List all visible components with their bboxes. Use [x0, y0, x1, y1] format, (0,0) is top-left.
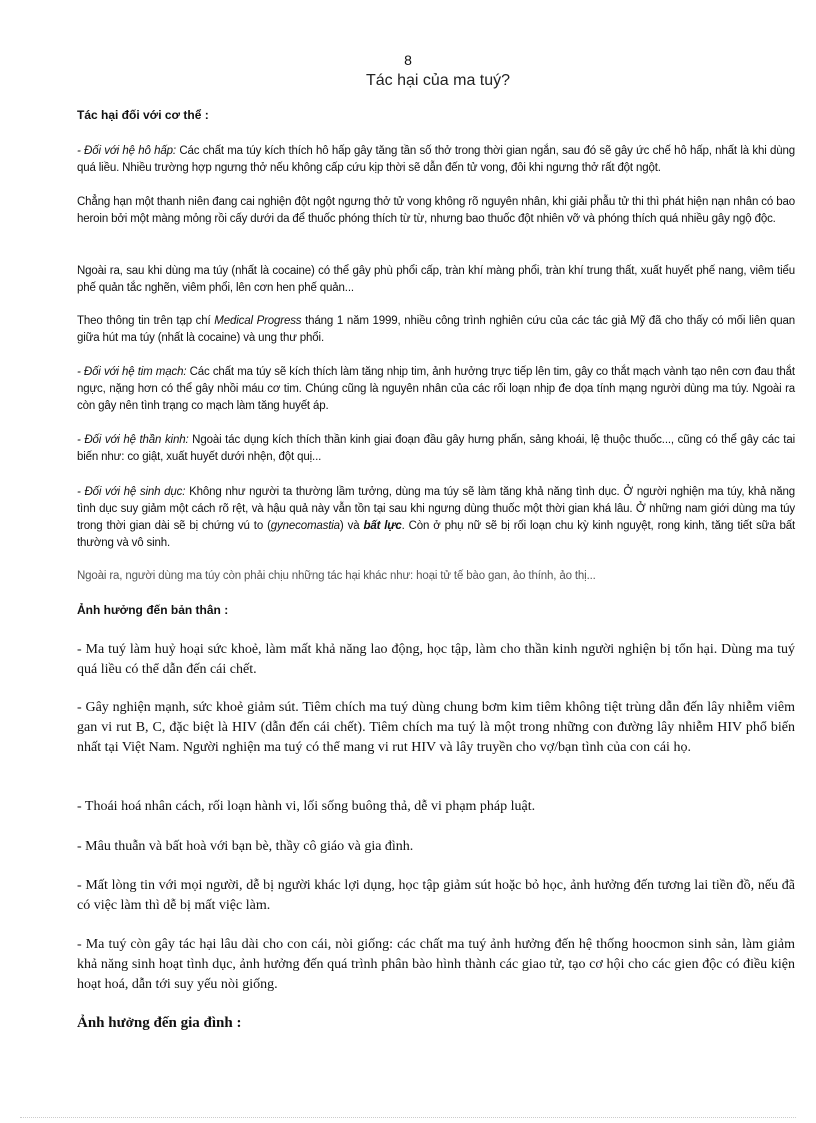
term-gynecomastia: gynecomastia — [270, 520, 340, 532]
section-heading-body-effects: Tác hại đối với cơ thể : — [77, 108, 209, 122]
list-item-self-3: - Thoái hoá nhân cách, rối loạn hành vi, lối sống buông thả, dễ vi phạm pháp luật. — [77, 799, 536, 814]
paragraph-medical-progress — [77, 313, 795, 347]
lead-reproductive: - Đối với hệ sinh dục: — [77, 486, 186, 498]
journal-name: Medical Progress — [214, 315, 302, 327]
text-mp-a: Theo thông tin trên tạp chí — [77, 315, 215, 327]
text-repro-a: Không như người ta thường lầm tưởng, dùng ma túy sẽ làm tăng khả năng tình dục. Ở người nghiện ma túy, khả năng tình dục suy giảm một cách rõ rệt, và hậu quả này vẫn tồn tại sau khi ngưng dùng thuốc một thời gian khá lâu. Ở những nam giới dùng ma túy trong thời gian dài sẽ bị chứng vú to ( — [77, 486, 795, 532]
lead-respiratory: - Đối với hệ hô hấp: — [77, 145, 176, 157]
term-impotence: bất lực — [363, 520, 402, 532]
paragraph-heroin-example: Chẳng hạn một thanh niên đang cai nghiện đột ngột ngưng thở tử vong không rõ nguyên nhân, khi giải phẫu tử thi thì phát hiện nạn nhân có bao heroin bởi một màng mỏng rồi cấy dưới da để thuốc phóng thích từ từ, nhưng bao thuốc đột nhiên vỡ và phóng thích quá nhiều gây ngộ độc. — [77, 196, 795, 225]
list-item-self-4: - Mâu thuẫn và bất hoà với bạn bè, thầy cô giáo và gia đình. — [77, 839, 414, 854]
list-item-self-1: - Ma tuý làm huỷ hoại sức khoẻ, làm mất khả năng lao động, học tập, làm cho thần kinh người nghiện bị tổn hại. Dùng ma tuý quá liều có thể dẫn đến cái chết. — [77, 642, 795, 677]
text-repro-c: . Còn ở phụ nữ sẽ bị rối loạn chu kỳ kinh nguyệt, rong kinh, tăng tiết sữa bất thường và vô sinh. — [77, 520, 795, 549]
paragraph-cocaine-lung: Ngoài ra, sau khi dùng ma túy (nhất là cocaine) có thể gây phù phổi cấp, tràn khí màng phổi, tràn khí trung thất, xuất huyết phế nang, viêm tiểu phế quản tắc nghẽn, viêm phổi, lên cơn hen phế quản... — [77, 265, 795, 294]
paragraph-reproductive — [77, 484, 795, 552]
paragraph-nervous — [77, 432, 795, 466]
paragraph-cardiovascular — [77, 364, 795, 415]
list-item-self-6: - Ma tuý còn gây tác hại lâu dài cho con cái, nòi giống: các chất ma tuý ảnh hưởng đến hệ thống hoocmon sinh sản, làm giảm khả năng sinh hoạt tình dục, ảnh hưởng đến quá trình phân bào hình thành các giao tử, tạo cơ hội cho các gien độc có điều kiện hoạt hoá, dẫn tới suy yếu nòi giống. — [77, 937, 795, 992]
page-title: Tác hại của ma tuý? — [365, 72, 511, 89]
text-cardiovascular: Các chất ma túy sẽ kích thích làm tăng nhịp tim, ảnh hưởng trực tiếp lên tim, gây co thắt mạch vành tạo nên cơn đau thắt ngực, nặng hơn có thể gây nhồi máu cơ tim. Chúng cũng là nguyên nhân của các rối loạn nhịp đe dọa tính mạng người dùng ma túy. Ngoài ra còn gây nên tình trạng co mạch làm tăng huyết áp. — [77, 366, 795, 412]
lead-nervous: - Đối với hệ thần kinh: — [77, 434, 189, 446]
page-bottom-divider — [20, 1117, 796, 1118]
paragraph-other-effects: Ngoài ra, người dùng ma túy còn phải chịu những tác hại khác như: hoại tử tế bào gan, ảo thính, ảo thị... — [77, 570, 596, 582]
list-item-self-2: - Gây nghiện mạnh, sức khoẻ giảm sút. Tiêm chích ma tuý dùng chung bơm kim tiêm không tiệt trùng dẫn đến lây nhiễm viêm gan vi rut B, C, đặc biệt là HIV (dẫn đến cái chết). Tiêm chích ma tuý là một trong những con đường lây nhiễm HIV phổ biến nhất tại Việt Nam. Người nghiện ma tuý có thể mang vi rut HIV và lây truyền cho vợ/bạn tình của con cái họ. — [77, 700, 795, 755]
paragraph-respiratory — [77, 143, 795, 177]
text-mp-b: tháng 1 năm 1999, nhiều công trình nghiên cứu của các tác giả Mỹ đã cho thấy có mối liên quan giữa hút ma túy (nhất là cocaine) và ung thư phổi. — [77, 315, 796, 344]
section-heading-self-effects: Ảnh hưởng đến bản thân : — [77, 603, 229, 617]
text-repro-b: ) và — [339, 520, 364, 532]
list-item-self-5: - Mất lòng tin với mọi người, dễ bị người khác lợi dụng, học tập giảm sút hoặc bỏ học, ảnh hưởng đến tương lai tiền đồ, nếu đã có việc làm thì dễ bị mất việc làm. — [77, 878, 795, 913]
page-number: 8 — [404, 52, 412, 68]
section-heading-family-effects: Ảnh hưởng đến gia đình : — [77, 1015, 242, 1031]
lead-cardiovascular: - Đối với hệ tim mạch: — [77, 366, 187, 378]
text-nervous: Ngoài tác dụng kích thích thần kinh giai đoạn đầu gây hưng phấn, sảng khoái, lệ thuộc thuốc..., cũng có thể gây các tai biến như: co giật, xuất huyết dưới nhện, đột quị... — [77, 434, 795, 463]
text-respiratory: Các chất ma túy kích thích hô hấp gây tăng tần số thở trong thời gian ngắn, sau đó sẽ gây ức chế hô hấp, nhất là khi dùng quá liều. Nhiều trường hợp ngưng thở nếu không cấp cứu kịp thời sẽ dẫn đến tử vong, đôi khi ngưng thở rất đột ngột. — [77, 145, 795, 174]
